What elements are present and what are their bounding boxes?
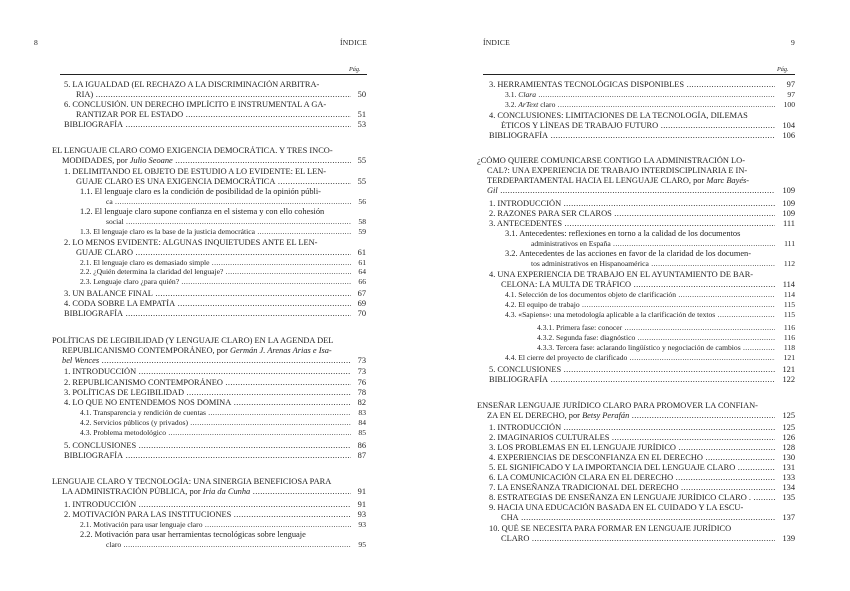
- toc-entry: [80, 530, 366, 539]
- toc-page-number: 76: [357, 378, 366, 387]
- toc-page-number: 130: [782, 453, 795, 462]
- toc-entry-title: POLÍTICAS DE LEGIBILIDAD (Y LENGUAJE CLARO) EN LA AGENDA DEL: [52, 336, 334, 345]
- toc-entry-title: 4.3.3. Tercera fase: aclarando lingüístico y negociación de cambios: [537, 343, 741, 352]
- toc-page-number: 50: [357, 90, 366, 99]
- toc-entry-title: 4. LO QUE NO ENTENDEMOS NOS DOMINA: [64, 398, 232, 407]
- toc-entry-title: 4.2. El equipo de trabajo: [505, 300, 580, 309]
- toc-entry: [62, 346, 366, 355]
- toc-entry-title: 2.1. Motivación para usar lenguaje claro: [80, 520, 203, 529]
- toc-page-number: 83: [358, 408, 366, 417]
- toc-page-number: 115: [783, 310, 795, 319]
- toc-page-number: 116: [783, 323, 795, 332]
- toc-page-number: 84: [358, 418, 366, 427]
- toc-page-number: 86: [357, 441, 366, 450]
- toc-page-number: 59: [358, 227, 366, 236]
- toc-entry: [489, 503, 795, 512]
- toc-entry-title: 4.3. Problema metodológico: [80, 428, 167, 437]
- toc-entry: [80, 207, 366, 216]
- toc-entry-title: social: [106, 217, 124, 226]
- toc-entry: [64, 100, 366, 109]
- toc-entry-title: 3.1. Antecedentes: reflexiones en torno a la calidad de los documentos: [505, 229, 741, 238]
- toc-entry-title: 1.1. El lenguaje claro es la condición de posibilidad de la opinión públi-: [80, 187, 321, 196]
- toc-entry-title: 4. CONCLUSIONES: LIMITACIONES DE LA TECNOLOGÍA, DILEMAS: [489, 111, 748, 120]
- toc-entry-title: 7. LA ENSEÑANZA TRADICIONAL DEL DERECHO: [489, 483, 679, 492]
- toc-page-number: 100: [783, 100, 795, 109]
- toc-page-number: 106: [782, 131, 795, 140]
- right-page: [425, 0, 850, 591]
- toc-entry-author: Julio Seoane: [129, 156, 173, 165]
- toc-entry-title: ÉTICOS Y LÍNEAS DE TRABAJO FUTURO: [501, 121, 659, 130]
- toc-entry-title: 1. DELIMITANDO EL OBJETO DE ESTUDIO A LO EVIDENTE: EL LEN-: [64, 167, 327, 176]
- toc-entry-title: 1. INTRODUCCIÓN: [489, 423, 562, 432]
- toc-entry-title: 6. LA COMUNICACIÓN CLARA EN EL DERECHO: [489, 473, 674, 482]
- toc-page-number: 135: [782, 493, 795, 502]
- toc-page-number: 67: [357, 289, 366, 298]
- toc-entry: [80, 187, 366, 196]
- toc-entry-title: ca: [106, 197, 113, 206]
- toc-page-number: 115: [783, 300, 795, 309]
- toc-page-number: 133: [782, 473, 795, 482]
- toc-entry: [489, 111, 795, 120]
- toc-page-number: 82: [357, 398, 366, 407]
- toc-page-number: 91: [357, 500, 366, 509]
- toc-page-number: 109: [782, 186, 795, 195]
- toc-page-number: 93: [358, 520, 366, 529]
- toc-page-number: 73: [357, 356, 366, 365]
- toc-entry-title: 6. CONCLUSIÓN. UN DERECHO IMPLÍCITO E INSTRUMENTAL A GA-: [64, 100, 327, 109]
- toc-entry-title: 2. RAZONES PARA SER CLAROS: [489, 209, 612, 218]
- toc-entry: [64, 80, 366, 89]
- toc-page-number: 111: [784, 239, 795, 248]
- toc-entry-author: Betsy Perafán: [582, 411, 630, 420]
- toc-entry-title: 2.3. Lenguaje claro ¿para quién?: [80, 277, 180, 286]
- toc-entry-title: BIBLIOGRAFÍA: [64, 309, 124, 318]
- toc-entry-title: 4. CODA SOBRE LA EMPATÍA: [64, 299, 176, 308]
- toc-entry-title: 3.2. Antecedentes de las acciones en favor de la claridad de los documen-: [505, 249, 752, 258]
- toc-page-number: 112: [783, 259, 795, 268]
- page-column-label: Pág.: [777, 66, 789, 73]
- toc-entry: [477, 401, 795, 410]
- toc-entry-title: RIA): [76, 90, 94, 99]
- running-header: ÍNDICE: [340, 38, 367, 47]
- toc-entry-title: GUAJE CLARO: [76, 248, 133, 257]
- header-rule: [483, 74, 795, 75]
- toc-entry-title: 5. CONCLUSIONES: [489, 365, 562, 374]
- toc-entry-author: ArText: [518, 100, 539, 109]
- toc-page-number: 104: [782, 121, 795, 130]
- toc-entry-title: 5. LA IGUALDAD (EL RECHAZO A LA DISCRIMINACIÓN ARBITRA-: [64, 80, 320, 89]
- toc-page-number: 78: [357, 388, 366, 397]
- toc-entry-title: GUAJE CLARO ES UNA EXIGENCIA DEMOCRÁTICA: [76, 177, 276, 186]
- toc-page-number: 116: [783, 333, 795, 342]
- toc-entry: [52, 336, 366, 345]
- toc-page-number: 55: [357, 156, 366, 165]
- toc-entry: [64, 238, 366, 247]
- toc-entry-title: CLARO: [501, 534, 530, 543]
- toc-page-number: 114: [782, 280, 795, 289]
- toc-page-number: 109: [782, 209, 795, 218]
- toc-entry: [487, 176, 795, 185]
- toc-entry: [489, 270, 795, 279]
- toc-entry-title: 4.1. Transparencia y rendición de cuentas: [80, 408, 206, 417]
- toc-entry-author: Marc Bayés-: [706, 176, 750, 185]
- toc-page-number: 118: [783, 343, 795, 352]
- toc-entry-title: RANTIZAR POR EL ESTADO: [76, 110, 184, 119]
- toc-entry-title: 3. POLÍTICAS DE LEGIBILIDAD: [64, 388, 185, 397]
- toc-page-number: 109: [782, 199, 795, 208]
- toc-page-number: 137: [782, 513, 795, 522]
- toc-entry-title: 1. INTRODUCCIÓN: [489, 199, 562, 208]
- toc-entry-title: 5. CONCLUSIONES: [64, 441, 137, 450]
- page-column-label: Pág.: [349, 66, 361, 73]
- toc-entry-title: tos administrativos en Hispanoamérica: [531, 259, 649, 268]
- toc-entry-title: REPUBLICANISMO CONTEMPORÁNEO, por: [62, 346, 228, 355]
- toc-page-number: 139: [782, 534, 795, 543]
- toc-entry-title: BIBLIOGRAFÍA: [489, 131, 549, 140]
- toc-page-number: 111: [783, 219, 795, 228]
- toc-entry-title: 4.3.1. Primera fase: conocer: [537, 323, 623, 332]
- toc-page-number: 131: [782, 463, 795, 472]
- toc-entry-title: 3. LOS PROBLEMAS EN EL LENGUAJE JURÍDICO: [489, 443, 676, 452]
- toc-entry-title: BIBLIOGRAFÍA: [64, 451, 124, 460]
- toc-entry-title: LA ADMINISTRACIÓN PÚBLICA, por: [62, 487, 201, 496]
- running-header: ÍNDICE: [483, 38, 510, 47]
- toc-page-number: 125: [782, 411, 795, 420]
- toc-page-number: 125: [782, 423, 795, 432]
- toc-entry-title: 4. EXPERIENCIAS DE DESCONFIANZA EN EL DERECHO: [489, 453, 703, 462]
- toc-entry-title: 2.2. Motivación para usar herramientas tecnológicas sobre lenguaje: [80, 530, 306, 539]
- toc-entry-title: administrativos en España: [531, 239, 611, 248]
- toc-page-number: 58: [358, 217, 366, 226]
- toc-entry-title: 4.2. Servicios públicos (y privados): [80, 418, 188, 427]
- toc-page-number: 55: [357, 177, 366, 186]
- toc-entry: [52, 477, 366, 486]
- toc-entry-title: LENGUAJE CLARO Y TECNOLOGÍA: UNA SINERGIA BENEFICIOSA PARA: [52, 477, 332, 486]
- toc-entry-title: BIBLIOGRAFÍA: [64, 120, 124, 129]
- toc-entry-title: 1.3. El lenguaje claro es la base de la justicia democrática: [80, 227, 256, 236]
- toc-page-number: 97: [786, 80, 795, 89]
- toc-entry-author: bel Wences: [62, 356, 100, 365]
- toc-entry-title: EL LENGUAJE CLARO COMO EXIGENCIA DEMOCRÁTICA. Y TRES INCO-: [52, 146, 333, 155]
- toc-page-number: 53: [357, 120, 366, 129]
- toc-entry-title: claro: [106, 540, 122, 549]
- toc-entry-title: 3. ANTECEDENTES: [489, 219, 563, 228]
- toc-page-number: 85: [358, 428, 366, 437]
- toc-page-number: 95: [358, 540, 366, 549]
- toc-page-number: 61: [358, 258, 366, 267]
- toc-entry-title: 1.2. El lenguaje claro supone confianza en el sistema y con ello cohesión: [80, 207, 325, 216]
- toc-page-number: 87: [357, 451, 366, 460]
- toc-entry-author: Gil: [487, 186, 498, 195]
- toc-entry-title: MODIDADES, por: [62, 156, 128, 165]
- toc-page-number: 114: [783, 290, 795, 299]
- toc-entry-title: 4. UNA EXPERIENCIA DE TRABAJO EN EL AYUNTAMIENTO DE BAR-: [489, 270, 754, 279]
- toc-entry-title: 8. ESTRATEGIAS DE ENSEÑANZA EN LENGUAJE JURÍDICO CLARO .: [489, 493, 751, 502]
- page-number: 8: [34, 38, 38, 47]
- toc-entry: [489, 524, 795, 533]
- toc-page-number: 122: [782, 375, 795, 384]
- toc-entry-title: CHA: [501, 513, 519, 522]
- toc-page-number: 93: [357, 510, 366, 519]
- toc-page-number: 70: [357, 309, 366, 318]
- toc-entry-title: 4.4. El cierre del proyecto de clarificado: [505, 353, 628, 362]
- toc-page-number: 66: [358, 277, 366, 286]
- toc-page-number: 134: [782, 483, 795, 492]
- toc-entry-title: 3. HERRAMIENTAS TECNOLÓGICAS DISPONIBLES: [489, 80, 685, 89]
- toc-entry-title: 9. HACIA UNA EDUCACIÓN BASADA EN EL CUIDADO Y LA ESCU-: [489, 503, 744, 512]
- toc-entry-title: 2. LO MENOS EVIDENTE: ALGUNAS INQUIETUDES ANTE EL LEN-: [64, 238, 318, 247]
- toc-page-number: 64: [358, 267, 366, 276]
- toc-entry-title: 5. EL SIGNIFICADO Y LA IMPORTANCIA DEL LENGUAJE CLARO: [489, 463, 736, 472]
- toc-entry-title: ZA EN EL DERECHO, por: [487, 411, 580, 420]
- toc-entry-author: Iria da Cunha: [202, 487, 251, 496]
- toc-entry-title: 3. UN BALANCE FINAL: [64, 289, 153, 298]
- toc-entry-title: TERDEPARTAMENTAL HACIA EL LENGUAJE CLARO, por: [487, 176, 705, 185]
- toc-page-number: 126: [782, 433, 795, 442]
- page-number: 9: [791, 38, 795, 47]
- toc-page-number: 61: [357, 248, 366, 257]
- toc-entry-title: 2.1. El lenguaje claro es demasiado simple: [80, 258, 210, 267]
- toc-entry-title: 4.3.2. Segunda fase: diagnóstico: [537, 333, 636, 342]
- toc-entry-title: 2. IMAGINARIOS CULTURALES: [489, 433, 610, 442]
- toc-entry: [487, 166, 795, 175]
- toc-page-number: 128: [782, 443, 795, 452]
- toc-entry-title: BIBLIOGRAFÍA: [489, 375, 549, 384]
- toc-entry-title: 4.3. «Sapiens»: una metodología aplicable a la clarificación de textos: [505, 310, 716, 319]
- toc-page-number: 51: [357, 110, 366, 119]
- toc-entry-title: 3.1.: [505, 90, 517, 99]
- toc-entry: [64, 167, 366, 176]
- toc-page-number: 121: [783, 353, 795, 362]
- toc-entry-title: 10. QUÉ SE NECESITA PARA FORMAR EN LENGUAJE JURÍDICO: [489, 524, 732, 533]
- toc-entry: [52, 146, 366, 155]
- toc-page-number: 97: [787, 90, 795, 99]
- header-rule: [60, 74, 367, 75]
- toc-entry-title: ¿CÓMO QUIERE COMUNICARSE CONTIGO LA ADMINISTRACIÓN LO-: [477, 156, 745, 165]
- toc-page-number: 121: [782, 365, 795, 374]
- toc-entry: [477, 156, 795, 165]
- toc-entry-title: claro: [540, 100, 556, 109]
- toc-entry-title: 1. INTRODUCCIÓN: [64, 367, 137, 376]
- toc-entry-title: 2. MOTIVACIÓN PARA LAS INSTITUCIONES: [64, 510, 232, 519]
- toc-page-number: 69: [357, 299, 366, 308]
- toc-entry-title: 4.1. Selección de los documentos objeto de clarificación: [505, 290, 677, 299]
- toc-entry-title: 3.2.: [505, 100, 517, 109]
- toc-page-number: 91: [357, 487, 366, 496]
- toc-page-number: 73: [357, 367, 366, 376]
- toc-entry-author: Germán J. Arenas Arias e Isa-: [229, 346, 332, 355]
- toc-entry-title: CELONA: LA MULTA DE TRÁFICO: [501, 280, 632, 289]
- toc-entry-title: 2.2. ¿Quién determina la claridad del lenguaje?: [80, 267, 224, 276]
- toc-entry-title: 2. REPUBLICANISMO CONTEMPORÁNEO: [64, 378, 223, 387]
- toc-entry-author: Clara: [518, 90, 537, 99]
- toc-entry-title: CAL?: UNA EXPERIENCIA DE TRABAJO INTERDISCIPLINARIA E IN-: [487, 166, 748, 175]
- toc-entry-title: 1. INTRODUCCIÓN: [64, 500, 137, 509]
- toc-entry: [505, 249, 795, 258]
- toc-entry-title: ENSEÑAR LENGUAJE JURÍDICO CLARO PARA PROMOVER LA CONFIAN-: [477, 401, 758, 410]
- toc-page-number: 56: [358, 197, 366, 206]
- toc-entry: [505, 229, 795, 238]
